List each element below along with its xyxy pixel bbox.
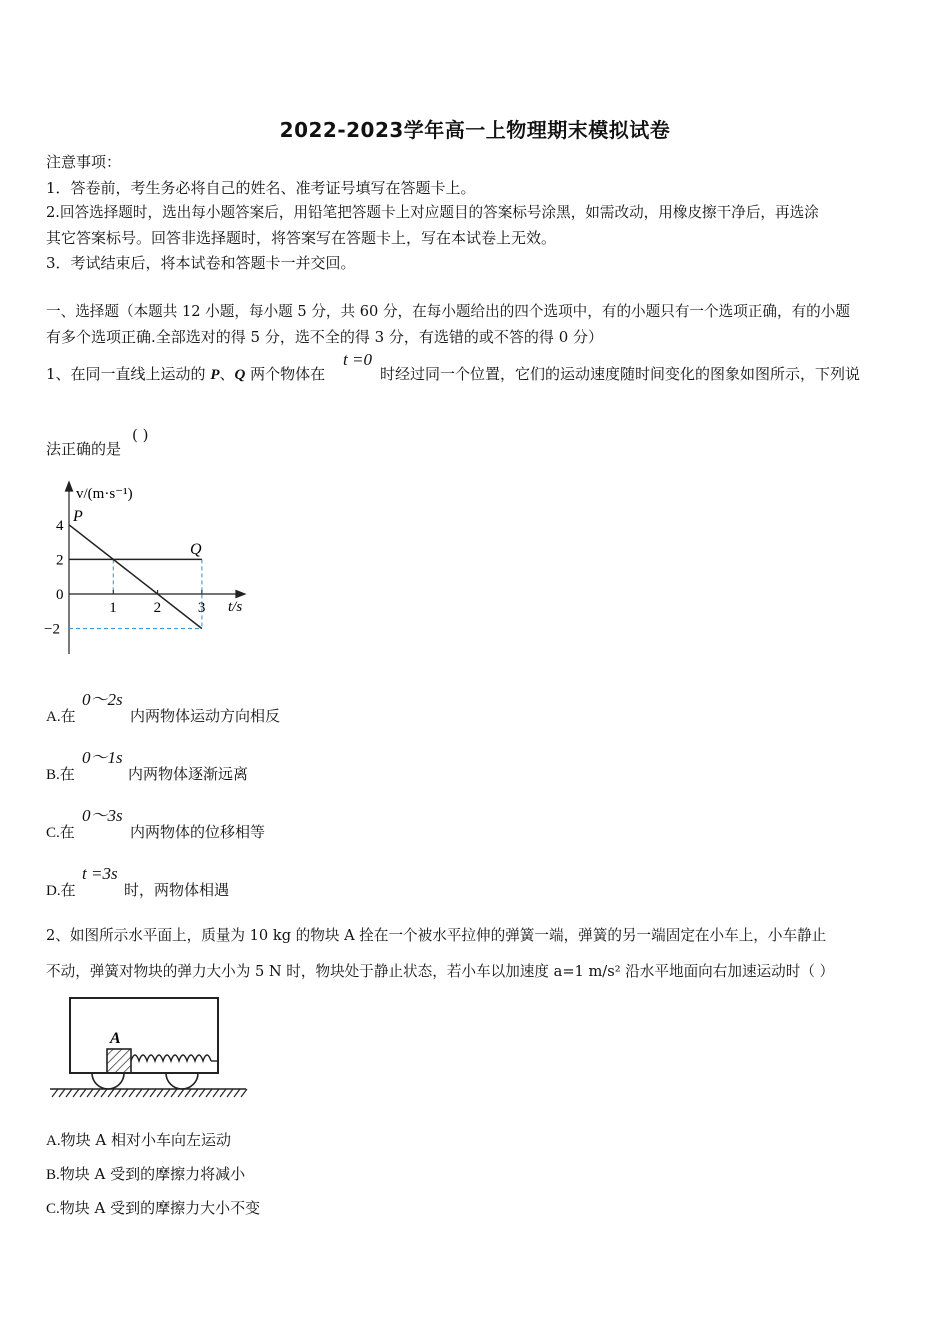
hatch-line — [171, 1089, 177, 1097]
option-label: B. — [46, 767, 60, 783]
option-text: 物块 A 相对小车向左运动 — [60, 1131, 231, 1149]
hatch-line — [150, 1089, 156, 1097]
y-tick-label: 4 — [56, 517, 64, 534]
x-axis-arrow — [236, 591, 245, 598]
option-d-text: 时，两物体相遇 — [124, 881, 230, 899]
hatch-line — [115, 1089, 121, 1097]
q1-sep: 、 — [219, 365, 235, 383]
hatch-line — [87, 1089, 93, 1097]
question-2-stem: 2、如图所示水平面上，质量为 10 kg 的物块 A 拴在一个被水平拉伸的弹簧一端，弹簧的另一端固定在小车上，小车静止 — [46, 927, 827, 944]
hatch-line — [157, 1089, 163, 1097]
hatch-line — [143, 1089, 149, 1097]
option-pre: 在 — [60, 881, 76, 899]
q1-object-q: Q — [234, 367, 246, 383]
option-label: C. — [46, 1201, 60, 1217]
y-axis-arrow — [66, 482, 73, 491]
hatch-line — [136, 1089, 142, 1097]
block-a — [107, 1049, 131, 1073]
block-a-label: A — [110, 1030, 121, 1047]
hatch-line — [94, 1089, 100, 1097]
hatch-line — [101, 1089, 107, 1097]
q2-option-a[interactable] — [46, 1130, 231, 1151]
option-c-pre[interactable] — [46, 822, 75, 843]
option-b-math: 0～1s — [82, 748, 123, 767]
q2-option-b[interactable] — [46, 1164, 245, 1185]
option-d-math: t =3s — [82, 864, 118, 883]
data-series — [69, 525, 202, 629]
q1-stem-line2: 法正确的是 — [46, 440, 122, 458]
y-axis-label: v/(m·s⁻¹) — [76, 486, 133, 502]
option-label: A. — [46, 1133, 61, 1149]
q1-object-p: P — [210, 367, 220, 383]
tick-labels — [44, 518, 205, 638]
hatch-line — [185, 1089, 191, 1097]
hatch-line — [227, 1089, 233, 1097]
hatch-line — [52, 1089, 58, 1097]
option-a-text: 内两物体运动方向相反 — [130, 707, 281, 725]
page-title: 2022-2023学年高一上物理期末模拟试卷 — [279, 118, 671, 142]
option-pre: 在 — [60, 707, 76, 725]
option-a-math: 0～2s — [82, 690, 123, 709]
option-text: 物块 A 受到的摩擦力将减小 — [59, 1165, 246, 1183]
spring — [131, 1055, 211, 1061]
note-item: 1．答卷前，考生务必将自己的姓名、准考证号填写在答题卡上。 — [46, 179, 476, 197]
x-tick-label: 3 — [197, 600, 206, 616]
option-label: D. — [46, 883, 61, 899]
note-item: 2.回答选择题时，选出每小题答案后，用铅笔把答题卡上对应题目的答案标号涂黑，如需改动，用橡皮擦干净后，再选涂 — [46, 204, 819, 221]
x-axis-label: t/s — [228, 599, 243, 615]
hatch-line — [199, 1089, 205, 1097]
option-label: A. — [46, 709, 61, 725]
series-line-p — [69, 525, 202, 629]
option-c-text: 内两物体的位移相等 — [130, 823, 266, 841]
option-pre: 在 — [59, 823, 75, 841]
y-tick-label: 0 — [56, 587, 64, 603]
wheel-left — [92, 1073, 124, 1089]
x-tick-label: 2 — [153, 600, 162, 616]
hatch-line — [129, 1089, 135, 1097]
option-pre: 在 — [59, 765, 75, 783]
vt-graph — [40, 478, 260, 660]
option-b-text: 内两物体逐渐远离 — [128, 765, 249, 783]
option-d-pre[interactable] — [46, 880, 76, 901]
note-item: 3．考试结束后，将本试卷和答题卡一并交回。 — [46, 254, 356, 272]
hatch-line — [122, 1089, 128, 1097]
note-item: 其它答案标号。回答非选择题时，将答案写在答题卡上，写在本试卷上无效。 — [46, 229, 557, 247]
y-tick-label: 2 — [56, 552, 64, 569]
hatch-line — [192, 1089, 198, 1097]
hatch-line — [164, 1089, 170, 1097]
option-a-pre[interactable] — [46, 706, 76, 727]
hatch-line — [59, 1089, 65, 1097]
hatch-line — [220, 1089, 226, 1097]
q2-option-c[interactable] — [46, 1198, 260, 1219]
option-b-pre[interactable] — [46, 764, 75, 785]
option-text: 物块 A 受到的摩擦力大小不变 — [59, 1199, 261, 1217]
hatch-line — [108, 1089, 114, 1097]
q1-prefix: 1、在同一直线上运动的 — [46, 365, 211, 383]
series-label-q: Q — [190, 541, 202, 558]
hatch-line — [178, 1089, 184, 1097]
answer-blank: ( ) — [132, 426, 149, 444]
hatch-line — [73, 1089, 79, 1097]
question-2-stem: 不动，弹簧对物块的弹力大小为 5 N 时，物块处于静止状态，若小车以加速度 a=1 m/s² 沿水平地面向右加速运动时（ ） — [46, 963, 835, 980]
question-1-stem — [46, 364, 325, 385]
wheel-right — [166, 1073, 198, 1089]
x-tick-label: 1 — [109, 600, 117, 616]
cart-body — [70, 998, 218, 1073]
section-instructions: 一、选择题（本题共 12 小题，每小题 5 分，共 60 分，在每小题给出的四个选项中，有的小题只有一个选项正确，有的小题 — [46, 303, 850, 320]
hatch-line — [234, 1089, 240, 1097]
cart-figure — [48, 995, 248, 1107]
hatch-line — [80, 1089, 86, 1097]
option-label: B. — [46, 1167, 60, 1183]
hatch-line — [66, 1089, 72, 1097]
ground-hatching — [52, 1089, 247, 1097]
section-instructions: 有多个选项正确.全部选对的得 5 分，选不全的得 3 分，有选错的或不答的得 0 分） — [46, 328, 604, 346]
q1-stem-suffix: 时经过同一个位置，它们的运动速度随时间变化的图象如图所示，下列说 — [380, 365, 861, 383]
option-c-math: 0～3s — [82, 806, 123, 825]
notes-heading: 注意事项： — [46, 153, 122, 171]
hatch-line — [241, 1089, 247, 1097]
hatch-line — [206, 1089, 212, 1097]
q1-time-zero: t =0 — [343, 350, 372, 369]
y-tick-label: −2 — [44, 621, 60, 638]
hatch-line — [213, 1089, 219, 1097]
series-label-p: P — [73, 508, 83, 525]
option-label: C. — [46, 825, 60, 841]
q1-mid: 两个物体在 — [245, 365, 326, 383]
